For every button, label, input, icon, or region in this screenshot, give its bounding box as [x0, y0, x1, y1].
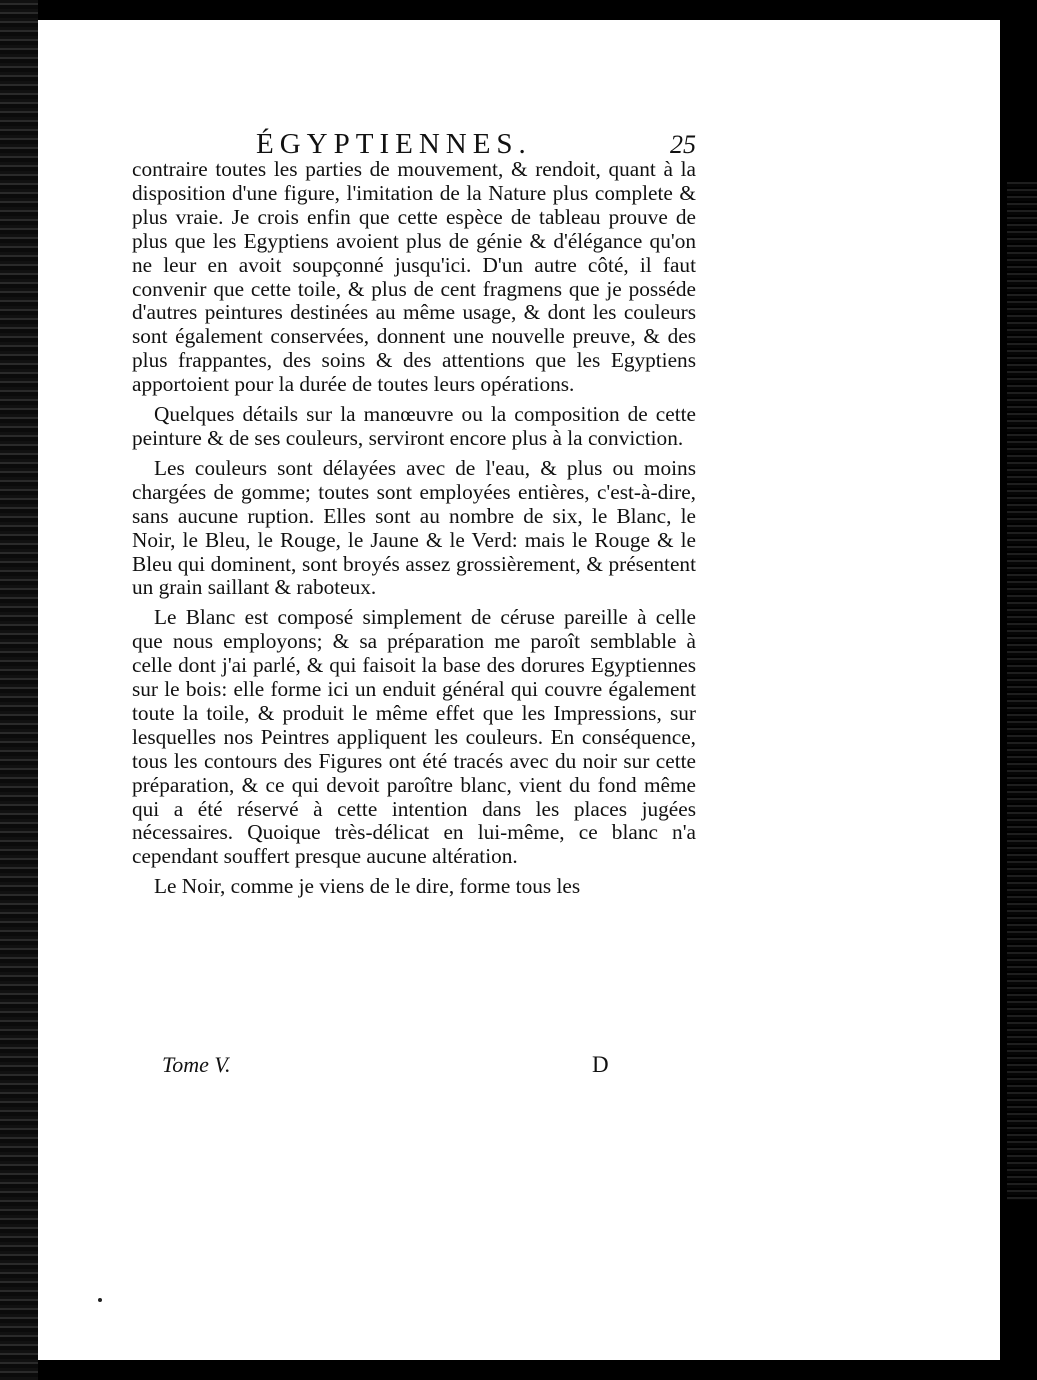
running-title: ÉGYPTIENNES.: [256, 128, 532, 160]
paragraph-4: Le Blanc est composé simplement de céruse pareille à celle que nous employons; & sa préparation me paroît semblable à celle dont j'ai parlé, & qui faisoit la base des dorures Egyptiennes sur le bois: elle forme ici un enduit général qui couvre également toute la toile, & produit le même effet que les Impressions, sur lesquelles nos Peintres appliquent les couleurs. En conséquence, tous les contours des Figures ont été tracés avec du noir sur cette préparation, & ce qui devoit paroître blanc, vient du fond même qui a été réservé à cette intention dans les places jugées nécessaires. Quoique très-délicat en lui-même, ce blanc n'a cependant souffert presque aucune altération.: [132, 605, 696, 869]
paragraph-2: Quelques détails sur la manœuvre ou la composition de cette peinture & de ses couleurs, serviront encore plus à la conviction.: [132, 402, 696, 450]
volume-mark: Tome V.: [162, 1052, 231, 1077]
paragraph-3: Les couleurs sont délayées avec de l'eau, & plus ou moins chargées de gomme; toutes sont employées entières, c'est-à-dire, sans aucune ruption. Elles sont au nombre de six, le Blanc, le Noir, le Bleu, le Rouge, le Jaune & le Verd: mais le Rouge & le Bleu qui dominent, sont broyés assez grossièrement, & présentent un grain saillant & raboteux.: [132, 455, 696, 600]
page-number: 25: [670, 130, 696, 159]
signature-mark: D: [592, 1052, 609, 1077]
page-footer: [162, 1052, 622, 1082]
paragraph-1: contraire toutes les parties de mouvement, & rendoit, quant à la disposition d'une figure, l'imitation de la Nature plus complete & plus vraie. Je crois enfin que cette espèce de tableau prouve de plus que les Egyptiens avoient plus de génie & d'élégance qu'on ne leur en avoit soupçonné jusqu'ici. D'un autre côté, il faut convenir que cette toile, & plus de cent fragmens que je posséde d'autres peintures destinées au même usage, & dont les couleurs sont également conservées, donnent une nouvelle preuve, & des plus frappantes, des soins & des attentions que les Egyptiens apportoient pour la durée de toutes leurs opérations.: [132, 157, 696, 397]
scan-left-edge: [0, 0, 38, 1380]
body-text: [132, 158, 696, 905]
scan-right-edge: [1007, 180, 1037, 1200]
paragraph-5: Le Noir, comme je viens de le dire, forme tous les: [154, 874, 581, 899]
ink-speck: [98, 1298, 102, 1302]
